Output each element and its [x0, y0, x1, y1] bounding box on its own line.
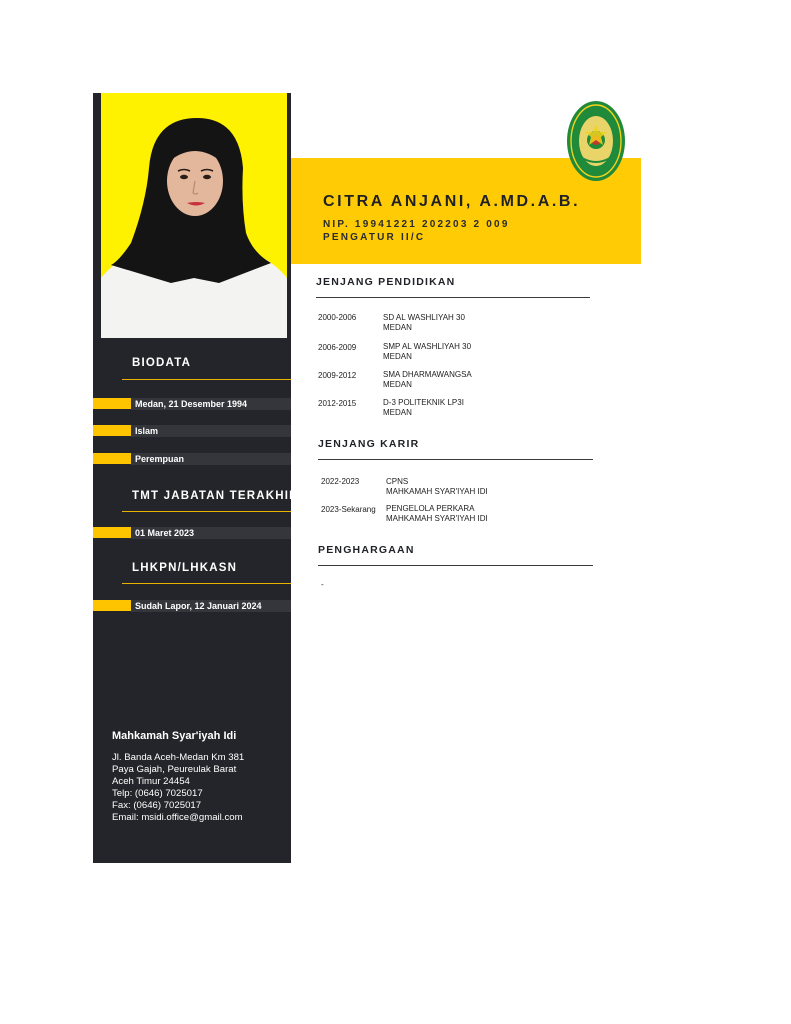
career-position: PENGELOLA PERKARA: [386, 504, 475, 513]
fax-line: Fax: (0646) 7025017: [112, 800, 202, 811]
religion: Islam: [135, 426, 159, 436]
lhkpn-divider: [122, 583, 291, 584]
rank: PENGATUR II/C: [323, 232, 426, 243]
education-title: JENJANG PENDIDIKAN: [316, 276, 456, 288]
lhkpn-title: LHKPN/LHKASN: [132, 562, 238, 574]
biodata-marker: [93, 425, 131, 436]
biodata-marker: [93, 398, 131, 409]
education-divider: [316, 297, 590, 298]
career-office: MAHKAMAH SYAR'IYAH IDI: [386, 514, 488, 523]
awards-title: PENGHARGAAN: [318, 544, 415, 556]
birth-info: Medan, 21 Desember 1994: [135, 399, 248, 409]
biodata-marker: [93, 453, 131, 464]
address-line: Paya Gajah, Peureulak Barat: [112, 764, 237, 775]
education-school: SMP AL WASHLIYAH 30: [383, 342, 472, 351]
court-emblem-icon: [566, 100, 626, 182]
gender: Perempuan: [135, 454, 185, 464]
awards-divider: [318, 565, 593, 566]
career-years: 2022-2023: [321, 477, 360, 486]
lhkpn-marker: [93, 600, 131, 611]
education-school: SMA DHARMAWANGSA: [383, 370, 472, 379]
career-office: MAHKAMAH SYAR'IYAH IDI: [386, 487, 488, 496]
tmt-marker: [93, 527, 131, 538]
address-line: Jl. Banda Aceh-Medan Km 381: [112, 752, 245, 763]
tmt-value: 01 Maret 2023: [135, 528, 195, 538]
phone-line: Telp: (0646) 7025017: [112, 788, 203, 799]
email-line[interactable]: Email: msidi.office@gmail.com: [112, 812, 243, 823]
education-school: D-3 POLITEKNIK LP3I: [383, 398, 464, 407]
career-years: 2023-Sekarang: [321, 505, 376, 514]
tmt-title: TMT JABATAN TERAKHIR: [132, 490, 299, 502]
address-line: Aceh Timur 24454: [112, 776, 190, 787]
career-title: JENJANG KARIR: [318, 438, 420, 450]
awards-value: -: [321, 580, 324, 589]
education-years: 2006-2009: [318, 343, 357, 352]
office-name: Mahkamah Syar'iyah Idi: [112, 730, 237, 742]
education-city: MEDAN: [383, 380, 412, 389]
education-school: SD AL WASHLIYAH 30: [383, 313, 465, 322]
tmt-divider: [122, 511, 291, 512]
career-position: CPNS: [386, 477, 409, 486]
education-years: 2000-2006: [318, 313, 357, 322]
nip: NIP. 19941221 202203 2 009: [323, 219, 510, 230]
career-divider: [318, 459, 593, 460]
education-city: MEDAN: [383, 352, 412, 361]
education-years: 2012-2015: [318, 399, 357, 408]
biodata-title: BIODATA: [132, 357, 192, 369]
education-years: 2009-2012: [318, 371, 357, 380]
lhkpn-value: Sudah Lapor, 12 Januari 2024: [135, 601, 262, 611]
education-city: MEDAN: [383, 323, 412, 332]
profile-photo: [101, 93, 287, 338]
biodata-divider: [122, 379, 291, 380]
full-name: CITRA ANJANI, A.MD.A.B.: [323, 193, 581, 210]
education-city: MEDAN: [383, 408, 412, 417]
